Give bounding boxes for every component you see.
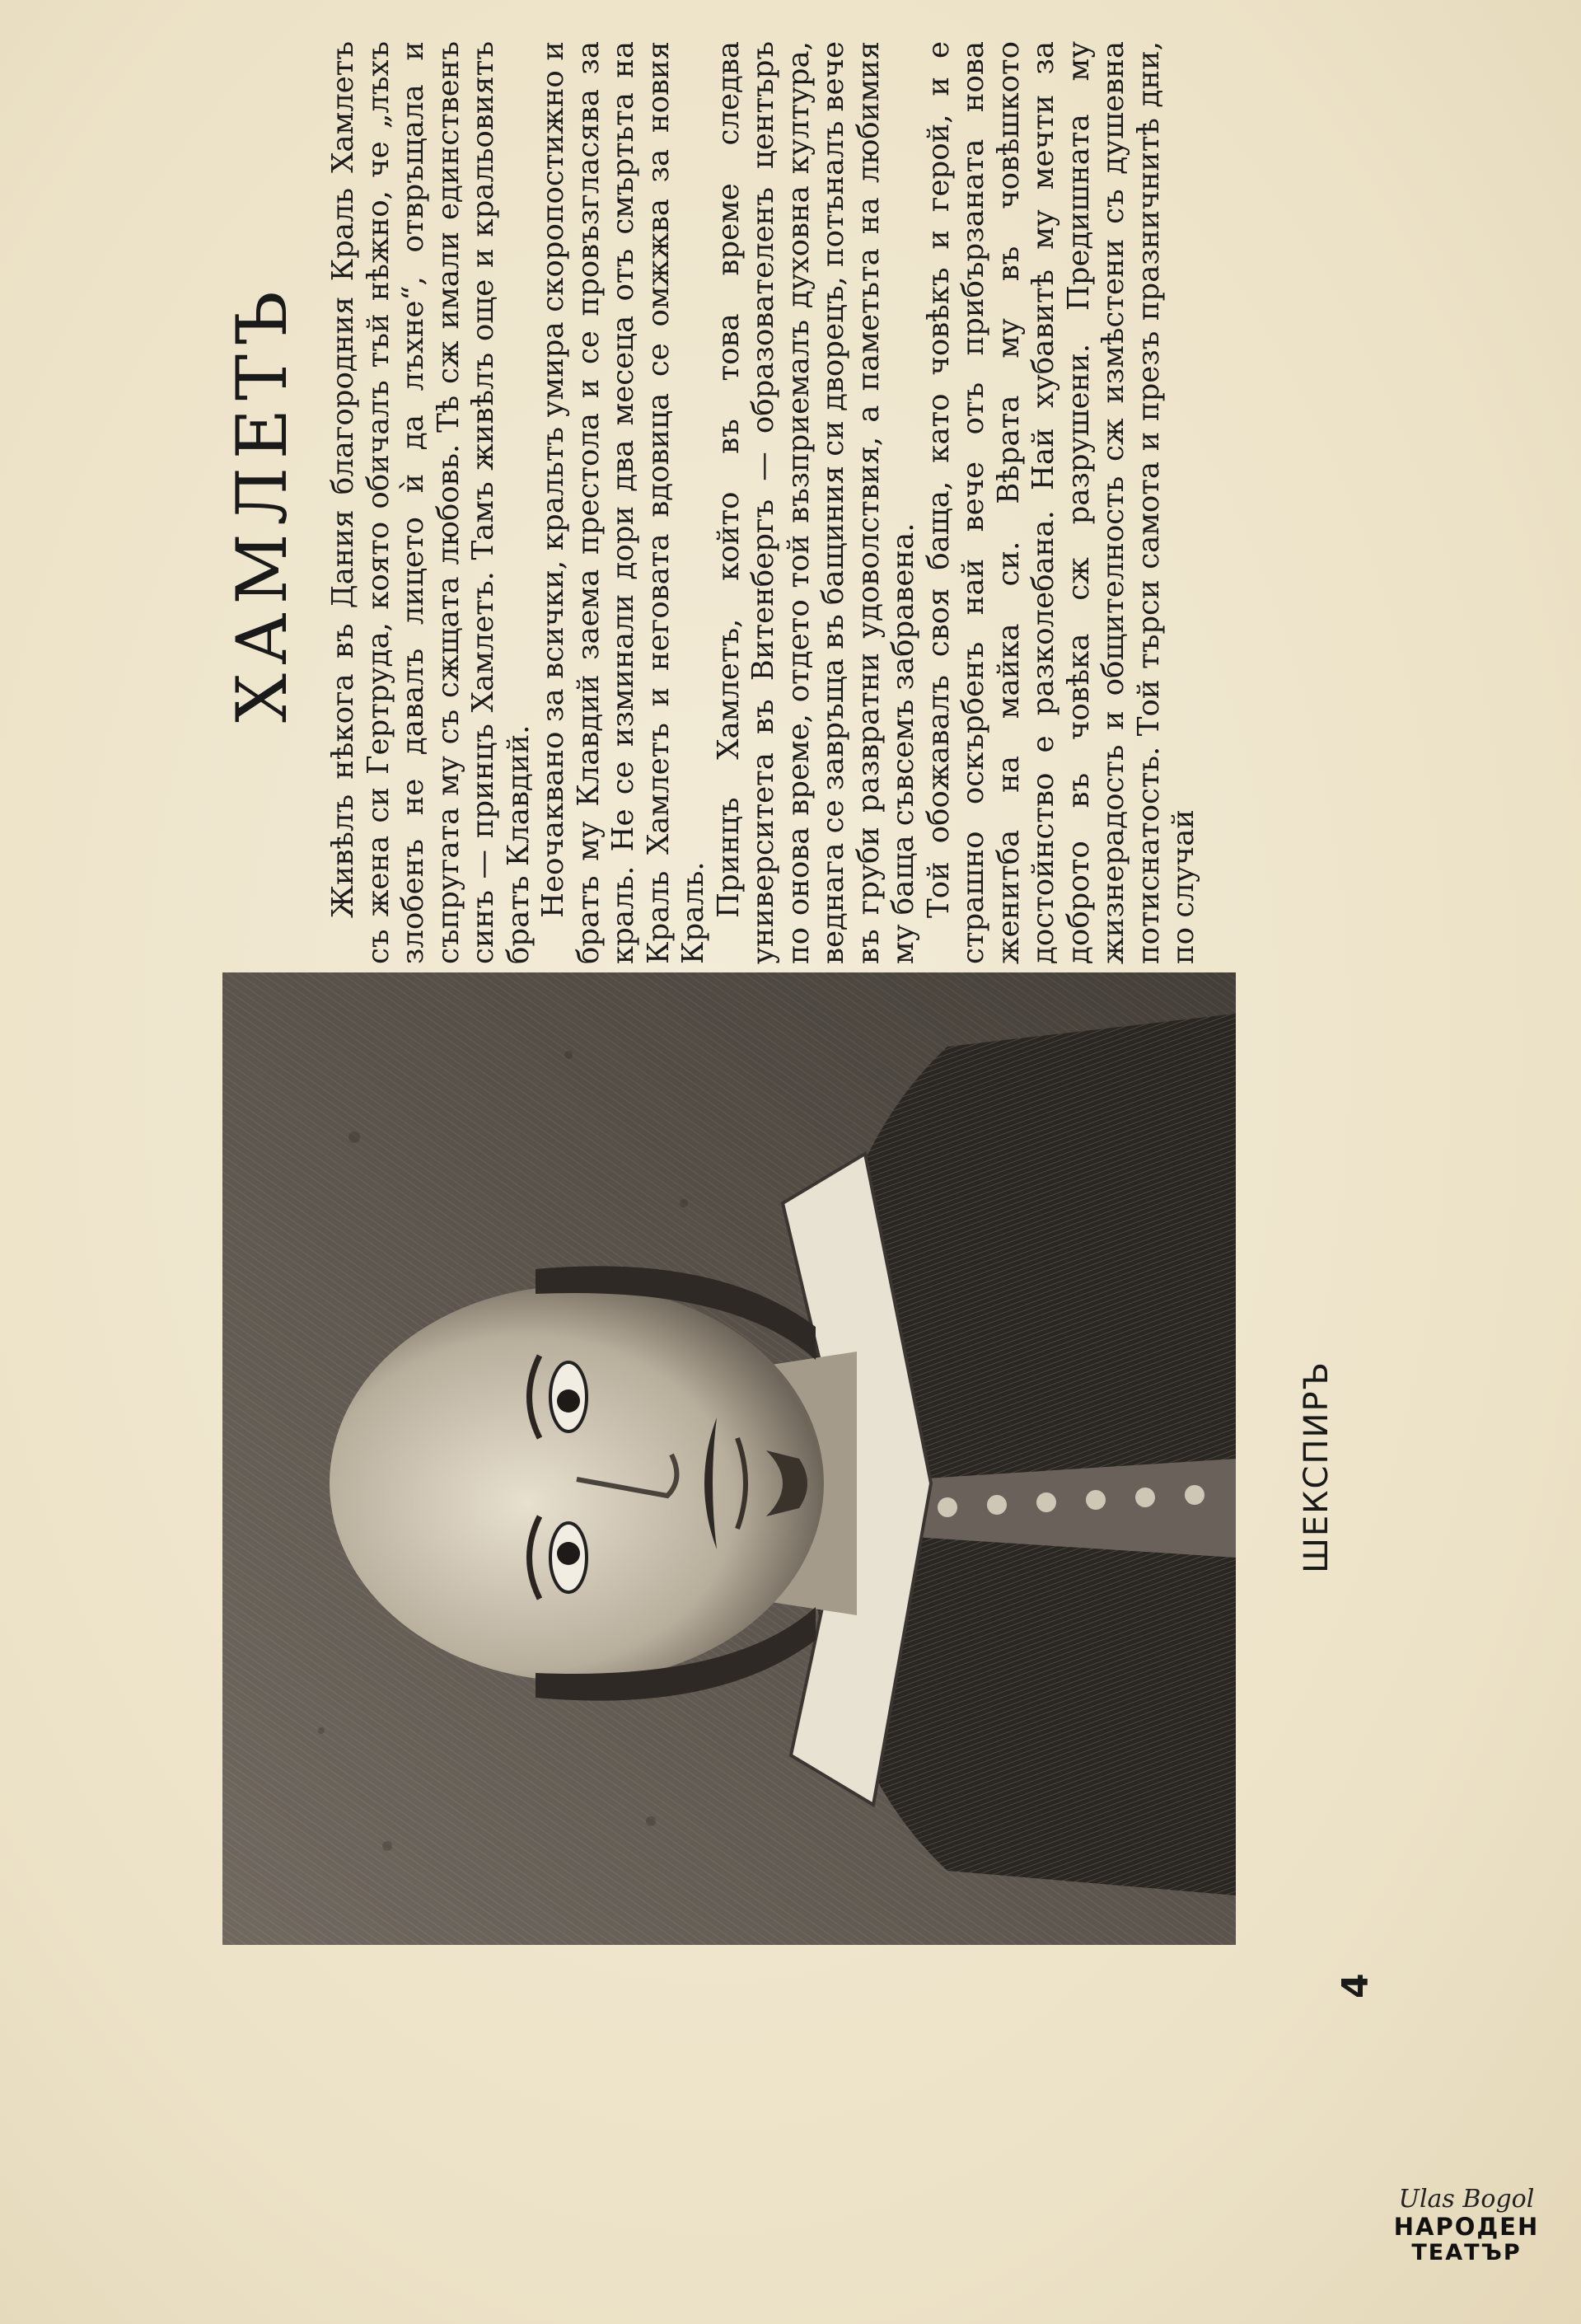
article-paragraph: Принцъ Хамлетъ, който въ това време следва университета въ Витенбергъ — образователенъ центъръ по онова време, отдето той възприемалъ духовна култура, веднага се завръща въ бащиния си дворецъ, потъналъ вече въ груби развратни удоволствия, а паметьта на любимия му баща съвсемъ забравена. <box>711 41 920 964</box>
article-title: ХАМЛЕТЪ <box>222 283 302 723</box>
logo-line-2: ТЕАТЪР <box>1411 2240 1522 2265</box>
portrait-engraving-image <box>222 972 1236 1945</box>
article-paragraph: Живѣлъ нѣкога въ Дания благородния Краль Хамлетъ съ жена си Гертруда, която обичалъ тъй нѣжно, че „лъхъ злобенъ не давалъ лицето ѝ да лъхне“, отвръщала и съпругата му съ сжщата любовь. Тѣ сж имали единственъ синъ — принцъ Хамлетъ. Тамъ живѣлъ още и кральовиятъ братъ Клавдий. <box>326 41 536 964</box>
article-column <box>222 41 1318 964</box>
logo-line-1: НАРОДЕН <box>1393 2213 1540 2241</box>
article-paragraph: Неочаквано за всички, кральтъ умира скоропостижно и братъ му Клавдий заема престола и се провъзгласява за краль. Не се изминали дори два месеца отъ смъртьта на Краль Хамлетъ и неговата вдовица се омжжва за новия Краль. <box>536 41 710 964</box>
national-theatre-logo <box>1384 2186 1549 2293</box>
logo-signature: Ulas Bogol <box>1398 2185 1535 2214</box>
article-paragraph: Той обожавалъ своя баща, като човѣкъ и герой, и е страшно оскърбенъ най вече отъ прибързаната нова женитба на майка си. Вѣрата му въ човѣшкото достойнство е разколебана. Най хубавитѣ му мечти за доброто въ човѣка сж разрушени. Предишната му жизнерадость и общителность сж измѣстени съ душевна потиснатость. Той търси самота и презъ празничнитѣ дни, по случай <box>921 41 1200 964</box>
portrait-caption: ШЕКСПИРЪ <box>1298 1361 1335 1573</box>
page-number: 4 <box>1335 1973 1377 1998</box>
shakespeare-portrait <box>222 972 1236 1945</box>
